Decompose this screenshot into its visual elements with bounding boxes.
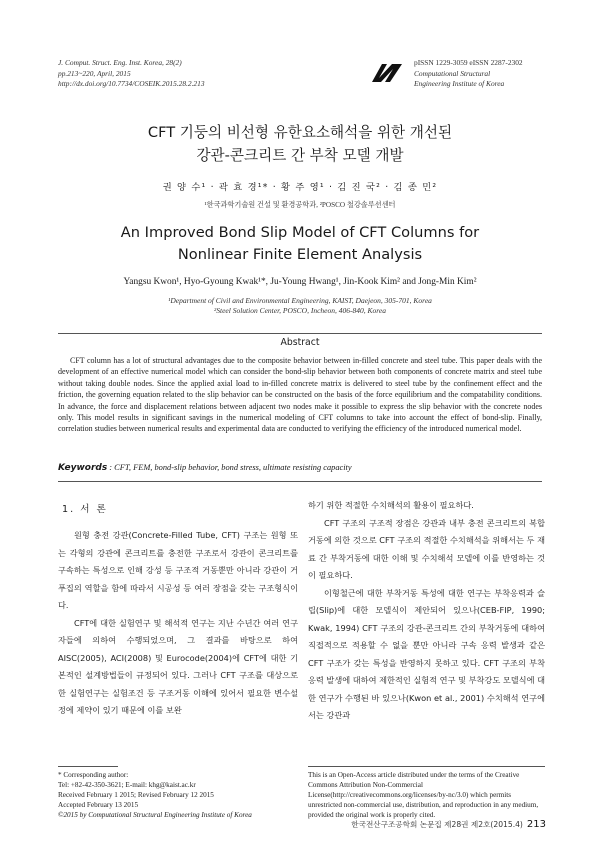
affiliations-korean: ¹한국과학기술원 건설 및 환경공학과, ²POSCO 철강솔루션센터 (204, 201, 396, 209)
title-english-line-1: An Improved Bond Slip Model of CFT Columns for (120, 224, 480, 241)
section-heading: 1. 서 론 (62, 504, 108, 515)
title-korean-line-1: CFT 기둥의 비선형 유한요소해석을 위한 개선된 (147, 124, 453, 141)
footnote-line: Accepted February 13 2015 (58, 801, 139, 809)
coseik-logo-icon (370, 62, 404, 84)
doi-link[interactable]: http://dx.doi.org/10.7734/COSEIK.2015.28.2.213 (58, 79, 205, 89)
page-footer (300, 819, 546, 830)
journal-line-1: J. Comput. Struct. Eng. Inst. Korea, 28(2) (58, 58, 182, 67)
affiliations-english (0, 296, 600, 316)
footnote-rule-left (58, 766, 118, 767)
issn: pISSN 1229-3059 eISSN 2287-2302 (414, 58, 523, 67)
title-english-line-2: Nonlinear Finite Element Analysis (177, 246, 423, 263)
journal-society (414, 58, 523, 90)
affiliation-2: ²Steel Solution Center, POSCO, Incheon, 406-840, Korea (214, 306, 386, 315)
correspondence-footnote (58, 770, 298, 820)
footnote-line: Tel: +82-42-350-3621; E-mail: khg@kaist.ac.kr (58, 781, 196, 789)
keywords-label: Keywords (58, 463, 108, 473)
body-column-right (308, 497, 545, 725)
society-line-1: Computational Structural (414, 68, 491, 78)
license-footnote: This is an Open-Access article distributed under the terms of the Creative Commons Attribution Non-Commercial License(http://creativecommons.org/licenses/by-nc/3.0) which permits unrestricted non-commercial use, distribution, and reproduction in any medium, provided the original work is properly cited. (308, 771, 539, 819)
journal-citation (58, 58, 205, 90)
paragraph: 하기 위한 적절한 수치해석의 활용이 필요하다. (308, 500, 474, 510)
footnote-line: Received February 1 2015; Revised February 12 2015 (58, 791, 214, 799)
abstract-heading: Abstract (280, 337, 320, 348)
keywords (58, 463, 542, 473)
keywords-bottom-rule (58, 481, 542, 482)
page-number: 213 (526, 819, 546, 830)
body-column-left (58, 527, 298, 720)
keywords-list: : CFT, FEM, bond-slip behavior, bond stress, ultimate resisting capacity (107, 463, 352, 472)
footer-journal: 한국전산구조공학회 논문집 제28권 제2호(2015.4) (351, 820, 523, 829)
title-korean-line-2: 강관-콘크리트 간 부착 모델 개발 (196, 147, 404, 164)
paragraph: CFT에 대한 실험연구 및 해석적 연구는 지난 수년간 여러 연구자들에 의하여 수행되었으며, 그 결과를 바탕으로 하여 AISC(2005), ACI(2008) 및 Eurocode(2004)에 CFT에 대한 기본적인 설계방법들이 규정되어 있다. 그러나 CFT 구조를 대상으로 한 실험연구는 실험조건 등 구조거동 이해에 있어서 필요한 변수설정에 제약이 있기 때문에 이를 보완 (58, 617, 298, 715)
paragraph: CFT 구조의 구조적 장점은 강관과 내부 충전 콘크리트의 복합거동에 의한 것으로 CFT 구조의 적절한 수치해석을 위해서는 두 재료 간 부착거동에 대한 이해 및 수치해석 모델에 이를 반영하는 것이 필요하다. (308, 517, 545, 580)
paragraph: 이형철근에 대한 부착거동 특성에 대한 연구는 부착응력과 슬립(Slip)에 대한 모델식이 제안되어 있으나(CEB-FIP, 1990; Kwak, 1994) CFT 구조의 강관-콘크리트 간의 부착거동에 대하여 직접적으로 적용할 수 없을 뿐만 아니라 구속 응력 발생과 같은 CFT 구조가 갖는 특성을 반영하지 못하고 있다. CFT 구조의 부착응력 발생에 대하여 제한적인 실험적 연구 및 부착강도 모델식에 대한 연구가 수행된 바 있으나(Kwon et al., 2001) 수치해석 연구에서는 강관과 (308, 587, 545, 720)
abstract-body: CFT column has a lot of structural advantages due to the composite behavior between in-filled concrete and steel tube. This paper deals with the development of an effective numerical model which can consider the bond-slip behavior between both components of concrete matrix and steel tube without taking double nodes. Since the applied axial load to in-filled concrete matrix is delivered to steel tube by the confinement effect and the friction, the governing equation related to the slip behavior can be constructed on the basis of the force equilibrium and the compatability conditions. In advance, the force and displacement relations between adjacent two nodes make it possible to express the slip behavior with the concrete nodes only. This model results in significant savings in the numerical modeling of CFT columns to take into account the effect of bond-slip. Finally, correlation studies between numerical results and experimental data are conducted to verifying the efficiency of the introduced numerical model. (58, 356, 542, 434)
footnote-rule-right (308, 766, 545, 767)
footnote-line: * Corresponding author: (58, 771, 129, 779)
affiliation-1: ¹Department of Civil and Environmental Engineering, KAIST, Daejeon, 305-701, Korea (168, 296, 432, 305)
paragraph: 원형 충전 강관(Concrete-Filled Tube, CFT) 구조는 원형 또는 각형의 강관에 콘크리트를 충전한 구조로서 강관이 콘크리트를 구속하는 특성으로 인해 강성 등 구조적 거동뿐만 아니라 강관이 거푸집의 역할을 함에 따라서 시공성 등 여러 장점을 갖는 구조형식이다. (58, 530, 298, 610)
title-korean (0, 121, 600, 167)
footnote-line: ©2015 by Computational Structural Engineering Institute of Korea (58, 811, 252, 819)
journal-line-2: pp.213~220, April, 2015 (58, 68, 131, 78)
authors-korean: 권 양 수¹ · 곽 효 경¹* · 황 주 영¹ · 김 진 국² · 김 종 민² (162, 182, 438, 193)
title-english (0, 222, 600, 266)
society-line-2: Engineering Institute of Korea (414, 79, 505, 89)
authors-english: Yangsu Kwon¹, Hyo-Gyoung Kwak¹*, Ju-Young Hwang¹, Jin-Kook Kim² and Jong-Min Kim² (123, 277, 477, 287)
abstract-top-rule (58, 333, 542, 334)
